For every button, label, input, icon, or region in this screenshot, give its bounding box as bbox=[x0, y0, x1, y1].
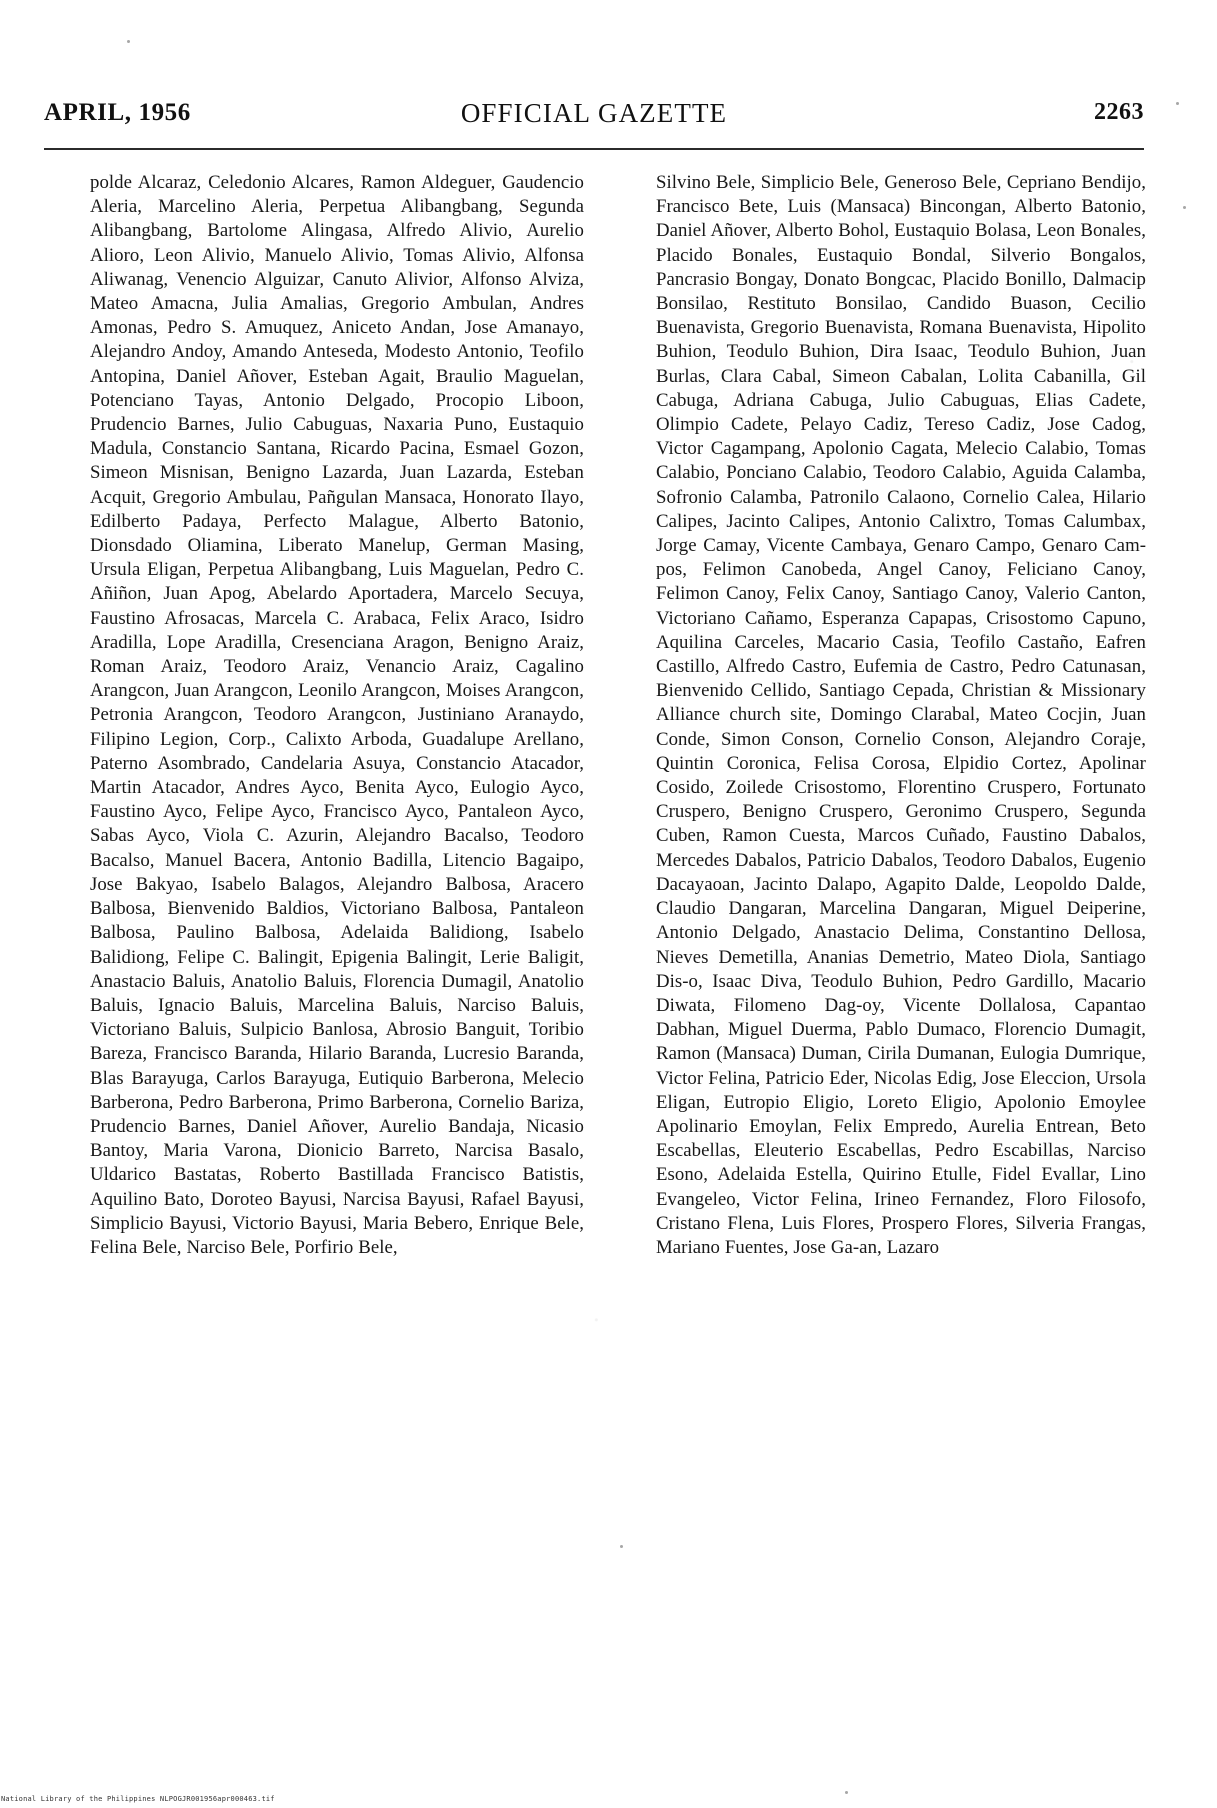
left-text-column: polde Alcaraz, Celedonio Alcares, Ramon Aldeguer, Gaudencio Aleria, Marcelino Aleria, Perpetua Alibangbang, Segunda Alibangbang, Bartolome Alingasa, Alfredo Alivio, Aurelio Alioro, Leon Alivio, Manuelo Alivio, Tomas Alivio, Alfonsa Aliwanag, Venencio Alguizar, Canuto Alivior, Alfonso Alviza, Mateo Amacna, Julia Amalias, Gregorio Ambulan, Andres Amonas, Pedro S. Amuquez, Aniceto Andan, Jose Amanayo, Alejandro Andoy, Amando Anteseda, Modesto Antonio, Teofilo Antopina, Daniel Añover, Esteban Agait, Braulio Maguelan, Potenciano Tayas, Antonio Delgado, Procopio Liboon, Prudencio Barnes, Julio Cabuguas, Naxaria Puno, Eustaquio Madula, Constancio Santana, Ricardo Pacina, Esmael Gozon, Simeon Misnisan, Benigno Lazarda, Juan Lazarda, Esteban Acquit, Gregorio Ambulau, Pañgulan Mansaca, Honorato Ilayo, Edilberto Padaya, Perfecto Malague, Alberto Batonio, Dionsdado Oliamina, Liberato Manelup, German Masing, Ursula Eligan, Perpetua Alibangbang, Luis Maguelan, Pedro C. Añiñon, Juan Apog, Abelardo Aportadera, Marcelo Secuya, Faustino Afrosacas, Marcela C. Arabaca, Felix Araco, Isidro Aradilla, Lope Aradilla, Cresenciana Aragon, Benigno Araiz, Roman Araiz, Teodoro Araiz, Venancio Araiz, Cagalino Arangcon, Juan Arangcon, Leonilo Arangcon, Moises Arangcon, Petronia Arangcon, Teodoro Arangcon, Justiniano Aranaydo, Filipino Legion, Corp., Calixto Arboda, Guadalupe Arellano, Paterno Asombrado, Candelaria Asuya, Constancio Atacador, Martin Atacador, Andres Ayco, Benita Ayco, Eulogio Ayco, Faustino Ayco, Felipe Ayco, Francisco Ayco, Pantaleon Ayco, Sabas Ayco, Viola C. Azurin, Alejandro Bacalso, Teodoro Bacalso, Manuel Bacera, Antonio Badilla, Litencio Bagaipo, Jose Bakyao, Isabelo Balagos, Alejandro Balbosa, Aracero Balbosa, Bienvenido Baldios, Victoriano Balbosa, Pantaleon Balbosa, Paulino Balbosa, Adelaida Balidiong, Isabelo Balidiong, Felipe C. Balingit, Epigenia Balingit, Lerie Baligit, Anastacio Baluis, Anatolio Baluis, Florencia Dumagil, Anatolio Baluis, Ignacio Baluis, Marcelina Baluis, Narciso Baluis, Victoriano Baluis, Sulpicio Banlosa, Abrosio Banguit, Toribio Bareza, Francisco Baranda, Hilario Baranda, Lucresio Baranda, Blas Barayuga, Carlos Barayuga, Eutiquio Barberona, Melecio Barberona, Pedro Barberona, Primo Barberona, Cornelio Bariza, Prudencio Barnes, Daniel Añover, Aurelio Bandaja, Nicasio Bantoy, Maria Varona, Dionicio Barreto, Narcisa Basalo, Uldarico Bastatas, Roberto Bastillada Francisco Batistis, Aquilino Bato, Doroteo Bayusi, Narcisa Bayusi, Rafael Bayusi, Simplicio Bayusi, Victorio Bayusi, Maria Bebero, Enrique Bele, Felina Bele, Narciso Bele, Porfirio Bele, bbox=[90, 172, 584, 1258]
header-rule bbox=[44, 148, 1144, 150]
publication-date: APRIL, 1956 bbox=[44, 99, 191, 126]
scan-speck bbox=[845, 1791, 848, 1794]
scan-speck bbox=[620, 1545, 623, 1548]
page-header bbox=[44, 100, 1144, 136]
publication-title: OFFICIAL GAZETTE bbox=[460, 98, 728, 128]
scan-speck bbox=[1183, 206, 1186, 209]
scan-source-note: National Library of the Philippines NLPOGJR001956apr000463.tif bbox=[1, 1795, 275, 1803]
page-number: 2263 bbox=[1094, 99, 1144, 125]
right-text-column: Silvino Bele, Simplicio Bele, Generoso Bele, Cepriano Bendijo, Francisco Bete, Luis (Mansaca) Bincongan, Alberto Batonio, Daniel Añover, Alberto Bohol, Eustaquio Bolasa, Leon Bonales, Placido Bonales, Eustaquio Bondal, Silverio Bongalos, Pancrasio Bongay, Donato Bongcac, Placido Bonillo, Dalmacip Bonsilao, Restituto Bonsilao, Candido Buason, Cecilio Buenavista, Gregorio Buenavista, Romana Buenavista, Hipolito Buhion, Teodulo Buhion, Dira Isaac, Teodulo Buhion, Juan Burlas, Clara Cabal, Simeon Cabalan, Lolita Cabanilla, Gil Cabuga, Adriana Cabuga, Julio Cabuguas, Elias Cadete, Olimpio Cadete, Pelayo Cadiz, Tereso Cadiz, Jose Cadog, Victor Cagampang, Apolonio Cagata, Melecio Calabio, Tomas Calabio, Ponciano Calabio, Teodoro Calabio, Aguida Calamba, Sofronio Calamba, Patronilo Calaono, Cornelio Calea, Hilario Calipes, Jacinto Calipes, Antonio Calixtro, Tomas Calumbax, Jorge Camay, Vicente Cambaya, Genaro Campo, Genaro Campos, Felimon Canobeda, Angel Canoy, Feliciano Canoy, Felimon Canoy, Felix Canoy, Santiago Canoy, Valerio Canton, Victoriano Cañamo, Esperanza Capapas, Crisostomo Capuno, Aquilina Carceles, Macario Casia, Teofilo Castaño, Eafren Castillo, Alfredo Castro, Eufemia de Castro, Pedro Catunasan, Bienvenido Cellido, Santiago Cepada, Christian & Missionary Alliance church site, Domingo Clarabal, Mateo Cocjin, Juan Conde, Simon Conson, Cornelio Conson, Alejandro Coraje, Quintin Coronica, Felisa Corosa, Elpidio Cortez, Apolinar Cosido, Zoilede Crisostomo, Florentino Cruspero, Fortunato Cruspero, Benigno Cruspero, Geronimo Cruspero, Segunda Cuben, Ramon Cuesta, Marcos Cuñado, Faustino Dabalos, Mercedes Dabalos, Patricio Dabalos, Teodoro Dabalos, Eugenio Dacayaoan, Jacinto Dalapo, Agapito Dalde, Leopoldo Dalde, Claudio Dangaran, Marcelina Dangaran, Miguel Deiperine, Antonio Delgado, Anastacio Delima, Constantino Dellosa, Nieves Demetilla, Ananias Demetrio, Mateo Diola, Santiago Dis-o, Isaac Diva, Teodulo Buhion, Pedro Gardillo, Macario Diwata, Filomeno Dag-oy, Vicente Dollalosa, Capantao Dabhan, Miguel Duerma, Pablo Dumaco, Florencio Dumagit, Ramon (Mansaca) Duman, Cirila Dumanan, Eulogia Dumrique, Victor Felina, Patricio Eder, Nicolas Edig, Jose Eleccion, Ursola Eligan, Eutropio Eligio, Loreto Eligio, Apolonio Emoylee Apolinario Emoylan, Felix Empredo, Aurelia Entrean, Beto Escabellas, Eleuterio Escabellas, Pedro Escabillas, Narciso Esono, Adelaida Estella, Quirino Etulle, Fidel Evallar, Lino Evangeleo, Victor Felina, Irineo Fernandez, Floro Filosofo, Cristano Flena, Luis Flores, Prospero Flores, Silveria Frangas, Mariano Fuentes, Jose Ga-an, Lazaro bbox=[656, 172, 1146, 1258]
scan-speck bbox=[127, 40, 130, 43]
scan-speck bbox=[1176, 102, 1179, 105]
